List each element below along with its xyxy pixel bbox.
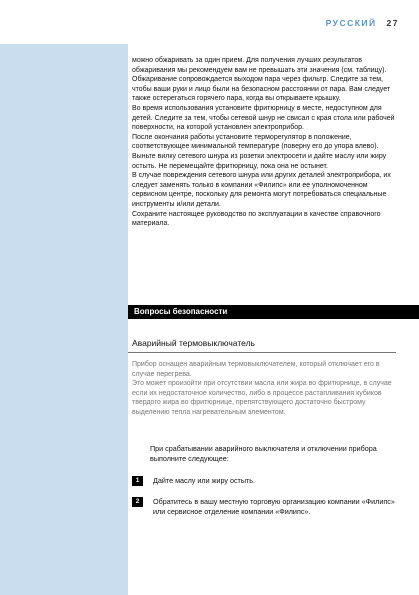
subheading: Аварийный термовыключатель — [132, 338, 255, 348]
body-paragraph: Обжаривание сопровождается выходом пара через фильтр. Следите за тем, чтобы ваши руки и лицо были на безопасном расстоянии от пара. Вам следует также остерегаться горячего пара, когда вы открываете крышку. — [132, 76, 391, 103]
language-label: РУССКИЙ — [325, 18, 377, 28]
body-paragraph: можно обжаривать за один прием. Для получения лучших результатов обжаривания мы рекомендуем вам не превышать эти значения (см. таблицу). — [132, 57, 387, 74]
step-number-badge: 2 — [132, 497, 143, 507]
step-number-badge: 1 — [132, 476, 143, 486]
body-paragraph: Сохраните настоящее руководство по эксплуатации в качестве справочного материала. — [132, 210, 381, 228]
lead-text: При срабатывании аварийного выключателя и отключении прибора выполните следующее: — [150, 444, 377, 463]
section-title: Вопросы безопасности — [134, 307, 228, 316]
page-header — [326, 18, 399, 28]
page-number: 27 — [386, 18, 399, 28]
safety-instructions-text — [132, 56, 400, 229]
subheading-divider — [128, 352, 396, 353]
step-text: Дайте маслу или жиру остыть. — [153, 476, 256, 485]
intro-text — [132, 360, 397, 418]
body-paragraph: После окончания работы установите терморегулятор в положение, соответствующее минимальной температуре (поверну его до упора влево). Выньте вилку сетевого шнура из розетки электросети и дайте маслу или жиру остыть. Не перемещайте фритюрницу, пока она не остынет. — [132, 133, 387, 170]
step-text: Обратитесь в вашу местную торговую организацию компании «Филипс» или сервисное отделение компании «Филипс». — [153, 497, 395, 516]
intro-paragraph: Прибор оснащен аварийным термовыключателем, который отключает его в случае перегрева. — [132, 361, 380, 378]
body-paragraph: Во время использования установите фритюрницу в месте, недоступном для детей. Следите за тем, чтобы сетевой шнур не свисал с края стола или рабочей поверхности, на которой установлен электроприбор. — [132, 104, 395, 132]
intro-paragraph: Это может произойти при отсутствии масла или жира во фритюрнице, в случае если их недостаточное количество, либо в процессе растапливания кубиков твердого жира во фритюрнице, препятствующего достаточно быстрому выделению тепла нагревательным элементом. — [132, 380, 392, 416]
left-sidebar-band — [0, 44, 128, 595]
body-paragraph: В случае повреждения сетевого шнура или других деталей электроприбора, их следует заменять только в компании «Филипс» или ее уполномоченном сервисном центре, поскольку для ремонта могут потребоваться специальные инструменты и/или детали. — [132, 172, 391, 208]
